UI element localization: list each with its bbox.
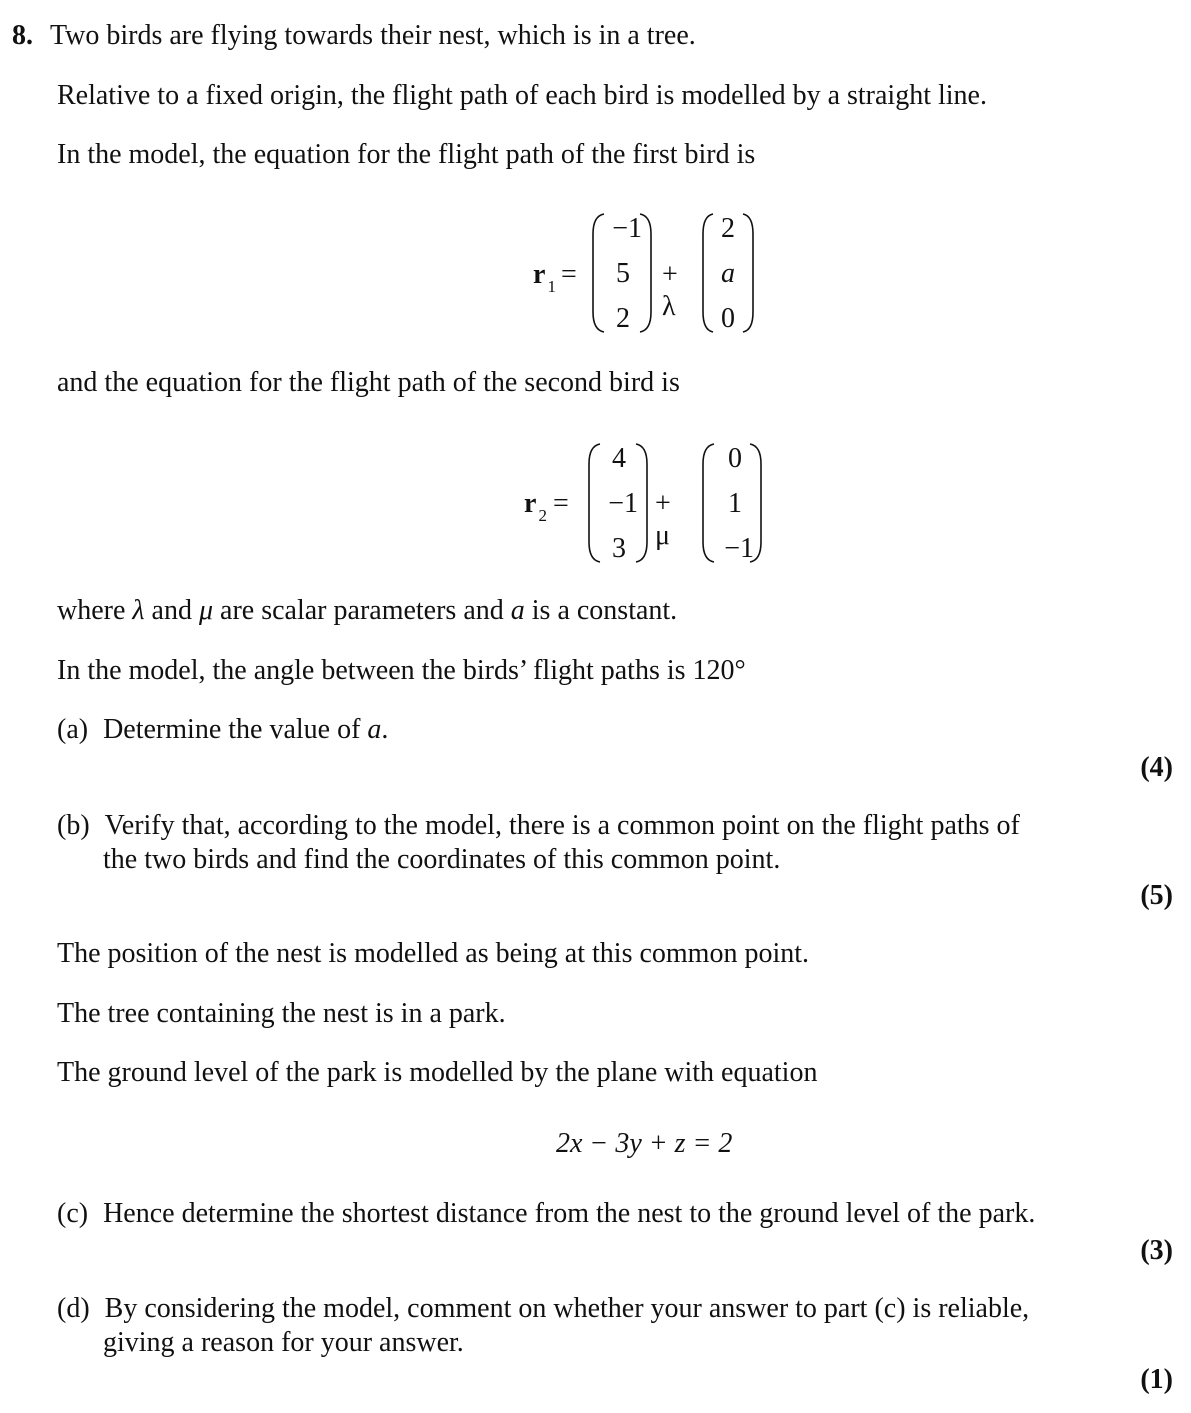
- intro-text: Two birds are flying towards their nest, which is in a tree.: [50, 20, 696, 51]
- vector-component: 0: [728, 443, 742, 474]
- part-label: (c): [57, 1198, 89, 1229]
- equals-sign: =: [553, 488, 569, 519]
- equals-sign: =: [561, 259, 577, 290]
- part-d-continued: giving a reason for your answer.: [103, 1327, 464, 1358]
- vector-r1: r $_1$: [533, 259, 556, 296]
- paragraph-first-bird: In the model, the equation for the flight path of the first bird is: [57, 139, 756, 170]
- mu-term: + μ: [655, 488, 671, 551]
- direction-vector-first-bird: [700, 210, 756, 336]
- vector-component: −1: [612, 213, 642, 244]
- part-a: (a) Determine the value of a.: [57, 714, 389, 745]
- vector-component: 1: [728, 488, 742, 519]
- position-vector-second-bird: [586, 440, 650, 566]
- paragraph-angle: In the model, the angle between the birds’ flight paths is 120°: [57, 655, 746, 686]
- paragraph-parameters: where λ and μ are scalar parameters and a is a constant.: [57, 595, 678, 626]
- paragraph-fixed-origin: Relative to a fixed origin, the flight path of each bird is modelled by a straight line.: [57, 80, 987, 111]
- vector-r2: r $_2$: [524, 488, 547, 525]
- vector-component: 3: [612, 533, 626, 564]
- question-intro: [12, 19, 696, 53]
- vector-component: 2: [616, 303, 630, 334]
- paragraph-nest: The position of the nest is modelled as being at this common point.: [57, 938, 810, 969]
- part-label: (b): [57, 810, 90, 841]
- vector-component: 5: [616, 258, 630, 289]
- marks-part-b: (5): [1140, 880, 1173, 911]
- marks-part-d: (1): [1140, 1364, 1173, 1395]
- part-c: (c) Hence determine the shortest distance from the nest to the ground level of the park.: [57, 1198, 1036, 1229]
- question-number: 8.: [12, 20, 33, 51]
- vector-component: 2: [721, 213, 735, 244]
- paragraph-tree: The tree containing the nest is in a park.: [57, 998, 506, 1029]
- part-d: (d) By considering the model, comment on whether your answer to part (c) is reliable,: [57, 1293, 1030, 1324]
- part-label: (d): [57, 1293, 90, 1324]
- part-b-continued: the two birds and find the coordinates of this common point.: [103, 844, 781, 875]
- marks-part-c: (3): [1140, 1235, 1173, 1266]
- paragraph-ground: The ground level of the park is modelled by the plane with equation: [57, 1057, 818, 1088]
- marks-part-a: (4): [1140, 752, 1173, 783]
- vector-component: a: [721, 258, 735, 289]
- lambda-term: + λ: [662, 259, 678, 322]
- direction-vector-second-bird: [700, 440, 764, 566]
- paragraph-second-bird: and the equation for the flight path of the second bird is: [57, 367, 680, 398]
- vector-component: −1: [608, 488, 638, 519]
- position-vector-first-bird: [590, 210, 654, 336]
- part-label: (a): [57, 714, 89, 745]
- part-b: (b) Verify that, according to the model, there is a common point on the flight paths of: [57, 810, 1020, 841]
- plane-equation: 2x − 3y + z = 2: [556, 1128, 733, 1159]
- vector-component: −1: [724, 533, 754, 564]
- vector-component: 4: [612, 443, 626, 474]
- vector-component: 0: [721, 303, 735, 334]
